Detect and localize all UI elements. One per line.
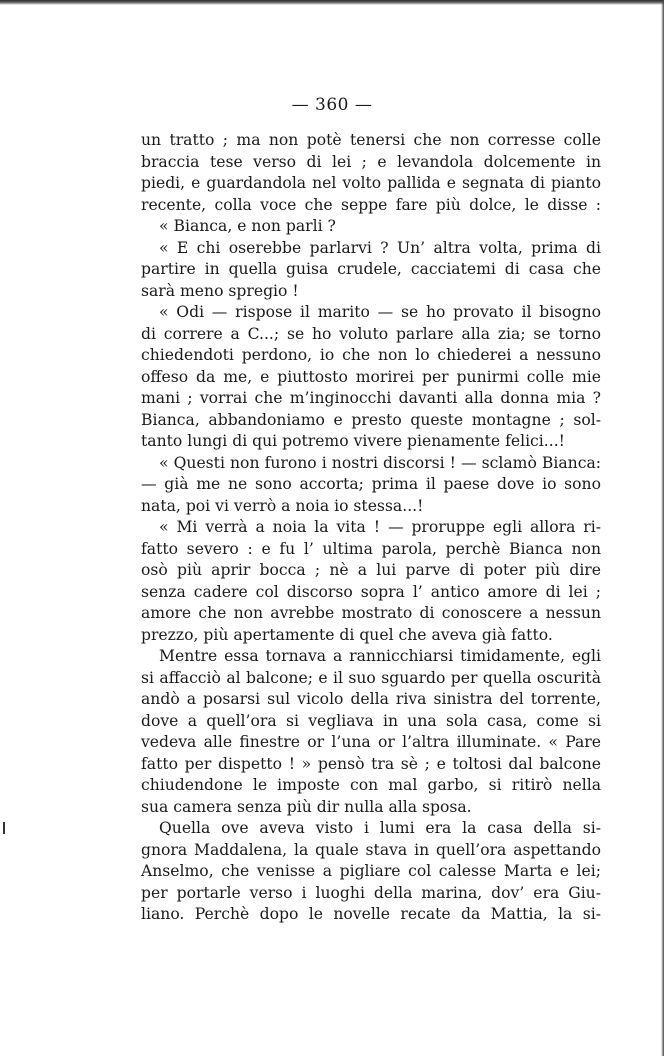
text-line: — già me ne sono accorta; prima il paese dove io sono xyxy=(141,475,601,493)
text-line: « Bianca, e non parli ? xyxy=(159,217,336,235)
text-line: mani ; vorrai che m’inginocchi davanti alla donna mia ? xyxy=(141,389,601,407)
text-line: si affacciò al balcone; e il suo sguardo per quella oscurità xyxy=(141,668,601,687)
text-body xyxy=(141,130,601,926)
text-line: fatto per dispetto ! » pensò tra sè ; e toltosi dal balcone xyxy=(141,754,601,773)
text-line: un tratto ; ma non potè tenersi che non corresse colle xyxy=(141,131,601,149)
text-line: « Questi non furono i nostri discorsi ! — sclamò Bianca: xyxy=(159,453,601,472)
text-line: chiedendoti perdono, io che non lo chiederei a nessuno xyxy=(141,346,601,364)
text-line: prezzo, più apertamente di quel che aveva già fatto. xyxy=(141,625,553,644)
text-line: sarà meno spregio ! xyxy=(141,281,299,300)
text-line: Bianca, abbandoniamo e presto queste montagne ; sol- xyxy=(141,410,601,429)
text-line: senza cadere col discorso sopra l’ antico amore di lei ; xyxy=(141,582,601,601)
text-line: osò più aprir bocca ; nè a lui parve di poter più dire xyxy=(141,561,601,579)
text-line: dove a quell’ora si vegliava in una sola casa, come si xyxy=(141,711,601,730)
margin-mark xyxy=(3,822,5,834)
text-line: offeso da me, e piuttosto morirei per punirmi colle mie xyxy=(141,367,601,386)
text-line: gnora Maddalena, la quale stava in quell’ora aspettando xyxy=(141,840,601,859)
text-line: nata, poi vi verrò a noia io stessa...! xyxy=(141,496,424,515)
text-line: per portarle verso i luoghi della marina, dov’ era Giu- xyxy=(141,883,601,902)
text-line: fatto severo : e fu l’ ultima parola, perchè Bianca non xyxy=(141,539,601,558)
text-line: di correre a C...; se ho voluto parlare alla zia; se torno xyxy=(141,324,601,343)
text-line: tanto lungi di qui potremo vivere pienamente felici...! xyxy=(141,432,565,450)
text-line: liano. Perchè dopo le novelle recate da Mattia, la si- xyxy=(141,905,601,923)
text-line: sua camera senza più dir nulla alla sposa. xyxy=(141,797,472,816)
text-line: « Odi — rispose il marito — se ho provato il bisogno xyxy=(159,303,601,321)
text-line: braccia tese verso di lei ; e levandola dolcemente in xyxy=(141,152,601,171)
text-line: vedeva alle finestre or l’una or l’altra illuminate. « Pare xyxy=(141,733,601,751)
text-line: recente, colla voce che seppe fare più dolce, le disse : xyxy=(141,195,601,214)
text-line: Mentre essa tornava a rannicchiarsi timidamente, egli xyxy=(159,647,601,665)
text-line: partire in quella guisa crudele, cacciatemi di casa che xyxy=(141,260,601,278)
text-line: Anselmo, che venisse a pigliare col calesse Marta e lei; xyxy=(141,862,601,880)
text-line: amore che non avrebbe mostrato di conoscere a nessun xyxy=(141,604,601,622)
text-line: chiudendone le imposte con mal garbo, si ritirò nella xyxy=(141,776,601,794)
text-line: andò a posarsi sul vicolo della riva sinistra del torrente, xyxy=(141,690,601,708)
text-line: piedi, e guardandola nel volto pallida e segnata di pianto xyxy=(141,174,601,192)
text-line: Quella ove aveva visto i lumi era la casa della si- xyxy=(159,819,601,837)
text-line: « Mi verrà a noia la vita ! — proruppe egli allora ri- xyxy=(159,518,601,536)
page-number: — 360 — xyxy=(291,95,373,115)
page-top-edge-shadow xyxy=(0,0,664,5)
text-line: « E chi oserebbe parlarvi ? Un’ altra volta, prima di xyxy=(159,238,601,257)
